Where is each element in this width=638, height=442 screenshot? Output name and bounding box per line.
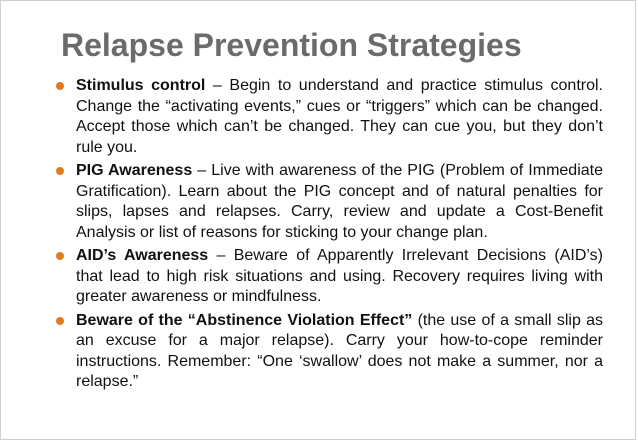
bullet-dot-icon [56,167,64,175]
bullet-dot-icon [56,317,64,325]
bullet-dot-icon [56,82,64,90]
bullet-text: (the use of a small slip as an excuse for a major relapse). Carry your how-to-cope reminder instructions. Remember: “One ‘swallow’ does not make a summer, nor a relapse.” [76,311,604,390]
bullet-item-stimulus-control [55,76,603,158]
bullet-heading: Stimulus control [76,77,206,94]
bullet-item-abstinence-violation [55,311,603,393]
bullet-heading: PIG Awareness [76,162,193,179]
bullet-dot-icon [56,252,64,260]
bullet-text: – Live with awareness of the PIG (Problem of Immediate Gratification). Learn about the PIG concept and of natural penalties for slips, lapses and relapses. Carry, review and update a Cost-Benefit Analysis or list of reasons for sticking to your change plan. [76,162,603,241]
bullet-list [55,76,603,396]
bullet-heading: AID’s Awareness [76,247,209,264]
bullet-item-pig-awareness [55,161,603,243]
bullet-item-aids-awareness [55,246,603,308]
slide-title: Relapse Prevention Strategies [61,27,522,63]
bullet-text: – Begin to understand and practice stimulus control. Change the “activating events,” cues or “triggers” which can be changed. Accept those which can’t be changed. They can cue you, but they don’t rule you. [76,77,604,156]
bullet-text: – Beware of Apparently Irrelevant Decisions (AID’s) that lead to high risk situations and using. Recovery requires living with greater awareness or mindfulness. [76,247,604,305]
bullet-heading: Beware of the “Abstinence Violation Effect” [76,311,413,329]
